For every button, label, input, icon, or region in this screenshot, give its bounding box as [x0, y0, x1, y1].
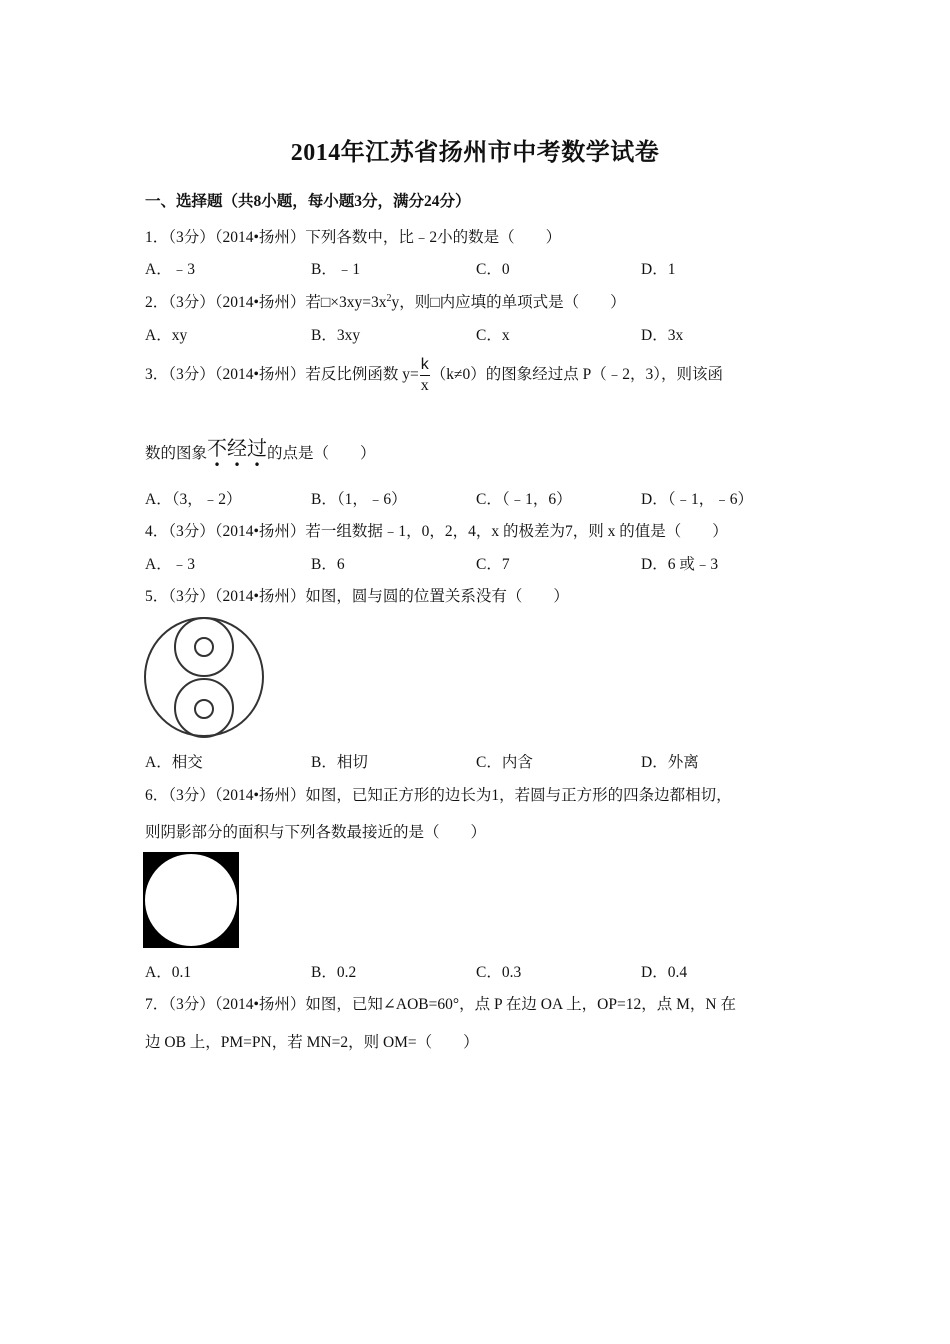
- q3-prefix: 3．（3分）（2014•扬州）若反比例函数 y=: [145, 366, 419, 384]
- q1-option-b: B．﹣1: [311, 261, 361, 278]
- q1-option-c: C．0: [476, 261, 510, 278]
- q2-option-a: A．xy: [145, 327, 188, 344]
- q5-option-d: D．外离: [641, 754, 699, 771]
- q2-suffix: y，则□内应填的单项式是（ ）: [391, 294, 626, 311]
- question-3-line-2: [145, 432, 376, 472]
- inscribed-circle: [145, 854, 237, 946]
- question-3: [145, 357, 723, 394]
- upper-inner-circle: [195, 638, 213, 656]
- q3-option-c: C．（﹣1，6）: [476, 491, 572, 508]
- q2-option-d: D．3x: [641, 327, 684, 344]
- question-7-line-2: 边 OB 上，PM=PN，若 MN=2，则 OM=（ ）: [145, 1034, 479, 1051]
- fraction-denominator: x: [420, 377, 429, 394]
- q2-option-b: B．3xy: [311, 327, 361, 344]
- q4-option-a: A．﹣3: [145, 556, 195, 573]
- emphasized-text: [207, 432, 268, 472]
- q3-option-d: D．（﹣1，﹣6）: [641, 491, 753, 508]
- lower-inner-circle: [195, 700, 213, 718]
- upper-circle: [175, 618, 233, 676]
- question-6-line-2: 则阴影部分的面积与下列各数最接近的是（ ）: [145, 824, 487, 841]
- lower-circle: [175, 679, 233, 737]
- circles-figure: [142, 614, 266, 740]
- q6-option-c: C．0.3: [476, 964, 522, 981]
- question-1: 1．（3分）（2014•扬州）下列各数中，比﹣2小的数是（ ）: [145, 229, 562, 246]
- q5-option-b: B．相切: [311, 754, 368, 771]
- q5-option-c: C．内含: [476, 754, 533, 771]
- question-2: [145, 290, 626, 312]
- q2-option-c: C．x: [476, 327, 510, 344]
- square-circle-figure: [143, 852, 239, 948]
- emphasis-label: 不经过: [207, 436, 268, 460]
- question-5: 5．（3分）（2014•扬州）如图，圆与圆的位置关系没有（ ）: [145, 588, 569, 605]
- q1-option-d: D．1: [641, 261, 676, 278]
- section-heading: 一、选择题（共8小题，每小题3分，满分24分）: [145, 193, 471, 210]
- emphasis-dots: • • •: [213, 458, 261, 472]
- question-6-line-1: 6．（3分）（2014•扬州）如图，已知正方形的边长为1，若圆与正方形的四条边都相切，: [145, 787, 732, 804]
- q3-option-a: A．（3，﹣2）: [145, 491, 242, 508]
- question-7-line-1: 7．（3分）（2014•扬州）如图，已知∠AOB=60°，点 P 在边 OA 上，OP=12，点 M，N 在: [145, 996, 736, 1013]
- q3-line2-suffix: 的点是（ ）: [267, 445, 376, 462]
- q6-option-b: B．0.2: [311, 964, 357, 981]
- q3-line2-prefix: 数的图象: [145, 445, 208, 462]
- fraction: [420, 357, 430, 394]
- q3-suffix: （k≠0）的图象经过点 P（﹣2，3），则该函: [430, 366, 724, 384]
- q1-option-a: A．﹣3: [145, 261, 195, 278]
- question-4: 4．（3分）（2014•扬州）若一组数据﹣1，0，2，4，x 的极差为7，则 x 的值是（ ）: [145, 523, 728, 540]
- q4-option-c: C．7: [476, 556, 510, 573]
- q4-option-d: D．6 或﹣3: [641, 556, 719, 573]
- q5-option-a: A．相交: [145, 754, 203, 771]
- q6-option-a: A．0.1: [145, 964, 192, 981]
- fraction-numerator: k: [420, 357, 430, 376]
- q4-option-b: B．6: [311, 556, 345, 573]
- q3-option-b: B．（1，﹣6）: [311, 491, 407, 508]
- page-title: 2014年江苏省扬州市中考数学试卷: [290, 140, 660, 166]
- q2-prefix: 2．（3分）（2014•扬州）若□×3xy=3x: [145, 294, 387, 311]
- q2-exponent: 2: [386, 292, 392, 304]
- q6-option-d: D．0.4: [641, 964, 688, 981]
